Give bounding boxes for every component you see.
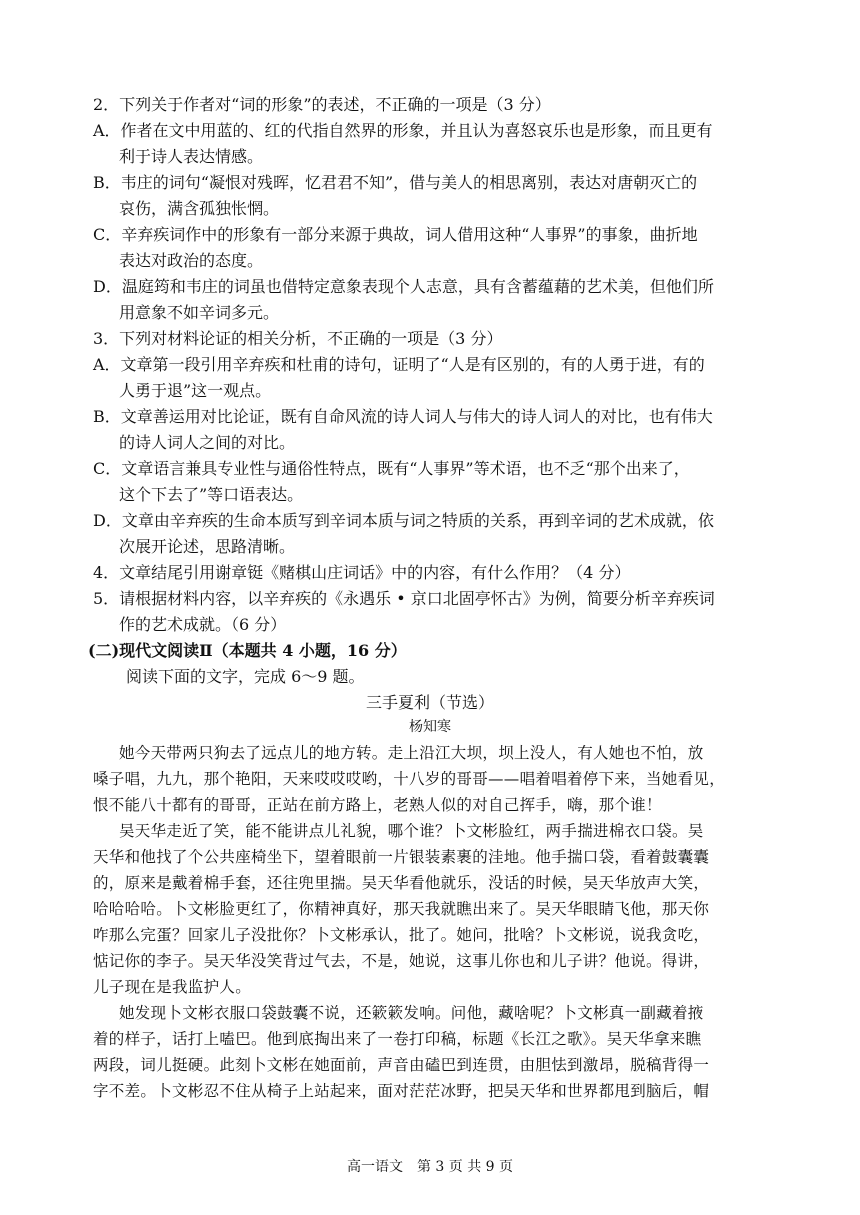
q3-option-a: A．文章第一段引用辛弃疾和杜甫的诗句，证明了“人是有区别的，有的人勇于进，有的 xyxy=(93,355,705,374)
q2-stem: 2．下列关于作者对“词的形象”的表述，不正确的一项是（3 分） xyxy=(93,95,551,114)
page-footer: 高一语文 第 3 页 共 9 页 xyxy=(346,1159,514,1175)
q3-option-b: B．文章善运用对比论证，既有自命风流的诗人词人与伟大的诗人词人的对比，也有伟大 xyxy=(93,407,713,426)
q3-option-c: C．文章语言兼具专业性与通俗性特点，既有“人事界”等术语，也不乏“那个出来了， xyxy=(93,459,690,478)
story-line-1: 她今天带两只狗去了远点儿的地方转。走上沿江大坝，坝上没人，有人她也不怕，放 xyxy=(119,744,704,762)
q3-option-d-cont: 次展开论述，思路清晰。 xyxy=(119,537,296,556)
q3-option-c-cont: 这个下去了”等口语表达。 xyxy=(119,485,304,504)
q2-option-b: B．韦庄的词句“凝恨对残晖，忆君君不知”，借与美人的相思离别，表达对唐朝灭亡的 xyxy=(93,173,698,192)
story-line-4: 吴天华走近了笑，能不能讲点儿礼貌，哪个谁？卜文彬脸红，两手揣进棉衣口袋。吴 xyxy=(119,822,704,840)
q3-option-d: D．文章由辛弃疾的生命本质写到辛词本质与词之特质的关系，再到辛词的艺术成就，依 xyxy=(93,511,714,530)
q5-stem-cont: 作的艺术成就。（6 分） xyxy=(119,615,287,634)
q5-stem: 5．请根据材料内容，以辛弃疾的《永遇乐 • 京口北固亭怀古》为例，简要分析辛弃疾词 xyxy=(93,589,715,608)
story-author: 杨知寒 xyxy=(409,719,451,735)
story-line-9: 惦记你的李子。吴天华没笑背过气去，不是，她说，这事儿你也和儿子讲？他说。得讲， xyxy=(93,952,710,970)
story-line-14: 字不差。卜文彬忍不住从椅子上站起来，面对茫茫冰野，把吴天华和世界都甩到脑后，帽 xyxy=(93,1082,710,1100)
story-line-7: 哈哈哈哈。卜文彬脸更红了，你精神真好，那天我就瞧出来了。吴天华眼睛飞他，那天你 xyxy=(93,900,710,918)
story-line-2: 嗓子唱，九九，那个艳阳，天来哎哎哎哟，十八岁的哥哥——唱着唱着停下来，当她看见， xyxy=(93,770,726,788)
story-title: 三手夏利（节选） xyxy=(365,693,494,712)
story-line-10: 儿子现在是我监护人。 xyxy=(93,978,252,996)
story-line-13: 两段，词儿挺硬。此刻卜文彬在她面前，声音由磕巴到连贯，由胆怯到激昂，脱稿背得一 xyxy=(93,1056,710,1074)
q2-option-c-cont: 表达对政治的态度。 xyxy=(119,251,264,270)
q2-option-d: D．温庭筠和韦庄的词虽也借特定意象表现个人志意，具有含蓄蕴藉的艺术美，但他们所 xyxy=(93,277,714,296)
q2-option-d-cont: 用意象不如辛词多元。 xyxy=(119,303,280,322)
q3-stem: 3．下列对材料论证的相关分析，不正确的一项是（3 分） xyxy=(93,329,503,348)
story-line-12: 着的样子，话打上嗑巴。他到底掏出来了一卷打印稿，标题《长江之歌》。吴天华拿来瞧 xyxy=(93,1030,702,1048)
q3-option-a-cont: 人勇于退”这一观点。 xyxy=(119,381,272,400)
q4-stem: 4．文章结尾引用谢章铤《赌棋山庄词话》中的内容，有什么作用？（4 分） xyxy=(93,563,631,582)
q2-option-a: A．作者在文中用蓝的、红的代指自然界的形象，并且认为喜怒哀乐也是形象，而且更有 xyxy=(93,121,713,140)
q2-option-b-cont: 哀伤，满含孤独怅惘。 xyxy=(119,199,280,218)
story-line-5: 天华和他找了个公共座椅坐下，望着眼前一片银装素裹的洼地。他手揣口袋，看着鼓囊囊 xyxy=(93,848,710,866)
q2-option-a-cont: 利于诗人表达情感。 xyxy=(119,147,264,166)
section-instruction: 阅读下面的文字，完成 6～9 题。 xyxy=(126,667,365,686)
q3-option-b-cont: 的诗人词人之间的对比。 xyxy=(119,433,296,452)
section-heading: (二)现代文阅读Ⅱ（本题共 4 小题，16 分） xyxy=(88,641,407,660)
q2-option-c: C．辛弃疾词作中的形象有一部分来源于典故，词人借用这种“人事界”的事象，曲折地 xyxy=(93,225,698,244)
story-line-6: 的，原来是戴着棉手套，还往兜里揣。吴天华看他就乐，没话的时候，吴天华放声大笑， xyxy=(93,874,710,892)
story-line-11: 她发现卜文彬衣服口袋鼓囊不说，还簌簌发响。问他，藏啥呢？卜文彬真一副藏着掖 xyxy=(119,1004,704,1022)
story-line-3: 恨不能八十都有的哥哥，正站在前方路上，老熟人似的对自己挥手，嗨，那个谁！ xyxy=(93,796,662,814)
story-line-8: 咋那么完蛋？回家儿子没批你？卜文彬承认，批了。她问，批啥？卜文彬说，说我贪吃， xyxy=(93,926,710,944)
